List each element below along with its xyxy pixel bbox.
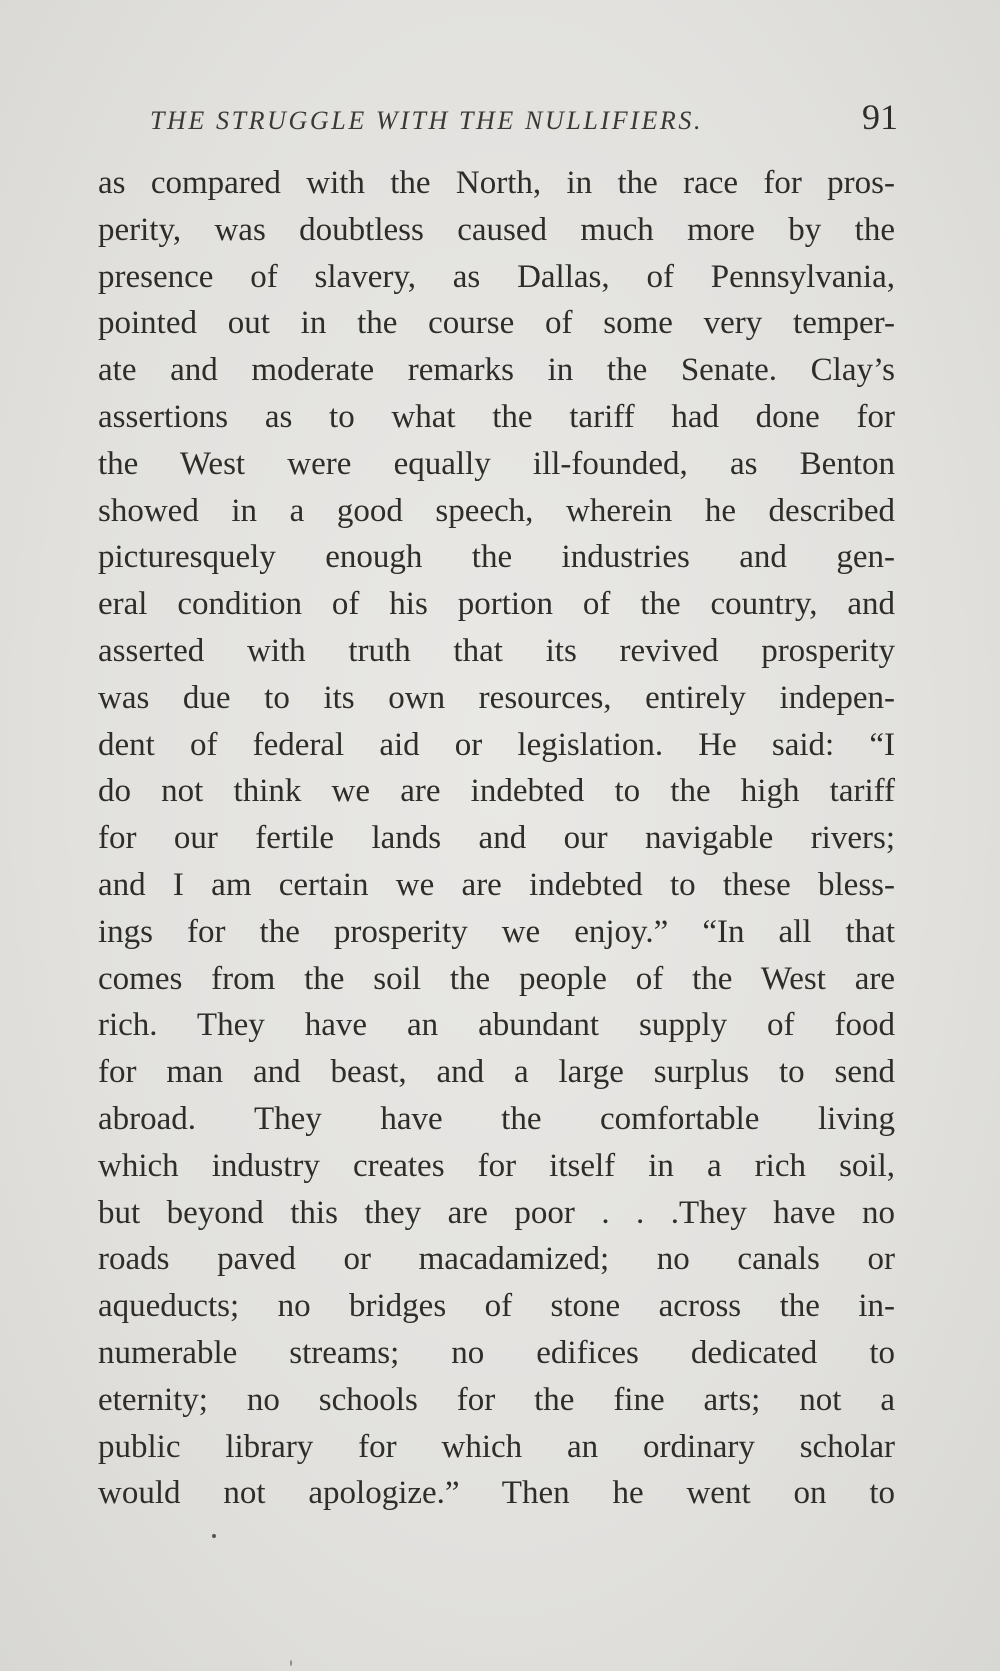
page-number: 91 bbox=[862, 97, 898, 137]
text-line: for our fertile lands and our navigable rivers; bbox=[98, 820, 895, 857]
text-line: asserted with truth that its revived prosperity bbox=[98, 632, 895, 669]
running-head bbox=[150, 94, 898, 142]
text-line: which industry creates for itself in a rich soil, bbox=[98, 1147, 895, 1184]
text-line: assertions as to what the tariff had done for bbox=[98, 398, 895, 435]
text-line: roads paved or macadamized; no canals or bbox=[98, 1241, 895, 1278]
text-line: abroad. They have the comfortable living bbox=[98, 1100, 895, 1137]
text-line: showed in a good speech, wherein he described bbox=[98, 492, 895, 529]
text-line: picturesquely enough the industries and gen- bbox=[98, 539, 895, 576]
text-line: as compared with the North, in the race for pros- bbox=[98, 165, 895, 201]
text-line: public library for which an ordinary scholar bbox=[98, 1428, 895, 1465]
ink-speck bbox=[290, 1660, 292, 1666]
ink-speck bbox=[212, 1534, 216, 1538]
text-line: and I am certain we are indebted to these bless- bbox=[98, 866, 895, 903]
text-line: ate and moderate remarks in the Senate. Clay’s bbox=[98, 352, 895, 389]
text-line: aqueducts; no bridges of stone across the in- bbox=[98, 1288, 895, 1325]
body-text bbox=[98, 160, 895, 1517]
text-line: comes from the soil the people of the West are bbox=[98, 960, 895, 997]
text-line: pointed out in the course of some very temper- bbox=[98, 305, 895, 342]
running-title: THE STRUGGLE WITH THE NULLIFIERS. bbox=[150, 106, 704, 135]
text-line: would not apologize.” Then he went on to bbox=[98, 1475, 895, 1512]
text-line: perity, was doubtless caused much more by the bbox=[98, 211, 895, 248]
text-line: ings for the prosperity we enjoy.” “In all that bbox=[98, 913, 895, 950]
text-line: was due to its own resources, entirely indepen- bbox=[98, 679, 895, 716]
text-line: eternity; no schools for the fine arts; not a bbox=[98, 1381, 895, 1418]
text-line: the West were equally ill-founded, as Benton bbox=[98, 445, 895, 482]
text-line: dent of federal aid or legislation. He said: “I bbox=[98, 726, 895, 763]
text-line: do not think we are indebted to the high tariff bbox=[98, 773, 895, 810]
text-line: presence of slavery, as Dallas, of Pennsylvania, bbox=[98, 258, 895, 295]
text-line: eral condition of his portion of the country, and bbox=[98, 586, 895, 623]
text-line: for man and beast, and a large surplus to send bbox=[98, 1054, 895, 1091]
text-line: but beyond this they are poor . . .They have no bbox=[98, 1194, 895, 1231]
text-line: numerable streams; no edifices dedicated to bbox=[98, 1334, 895, 1371]
text-line: rich. They have an abundant supply of food bbox=[98, 1007, 895, 1044]
